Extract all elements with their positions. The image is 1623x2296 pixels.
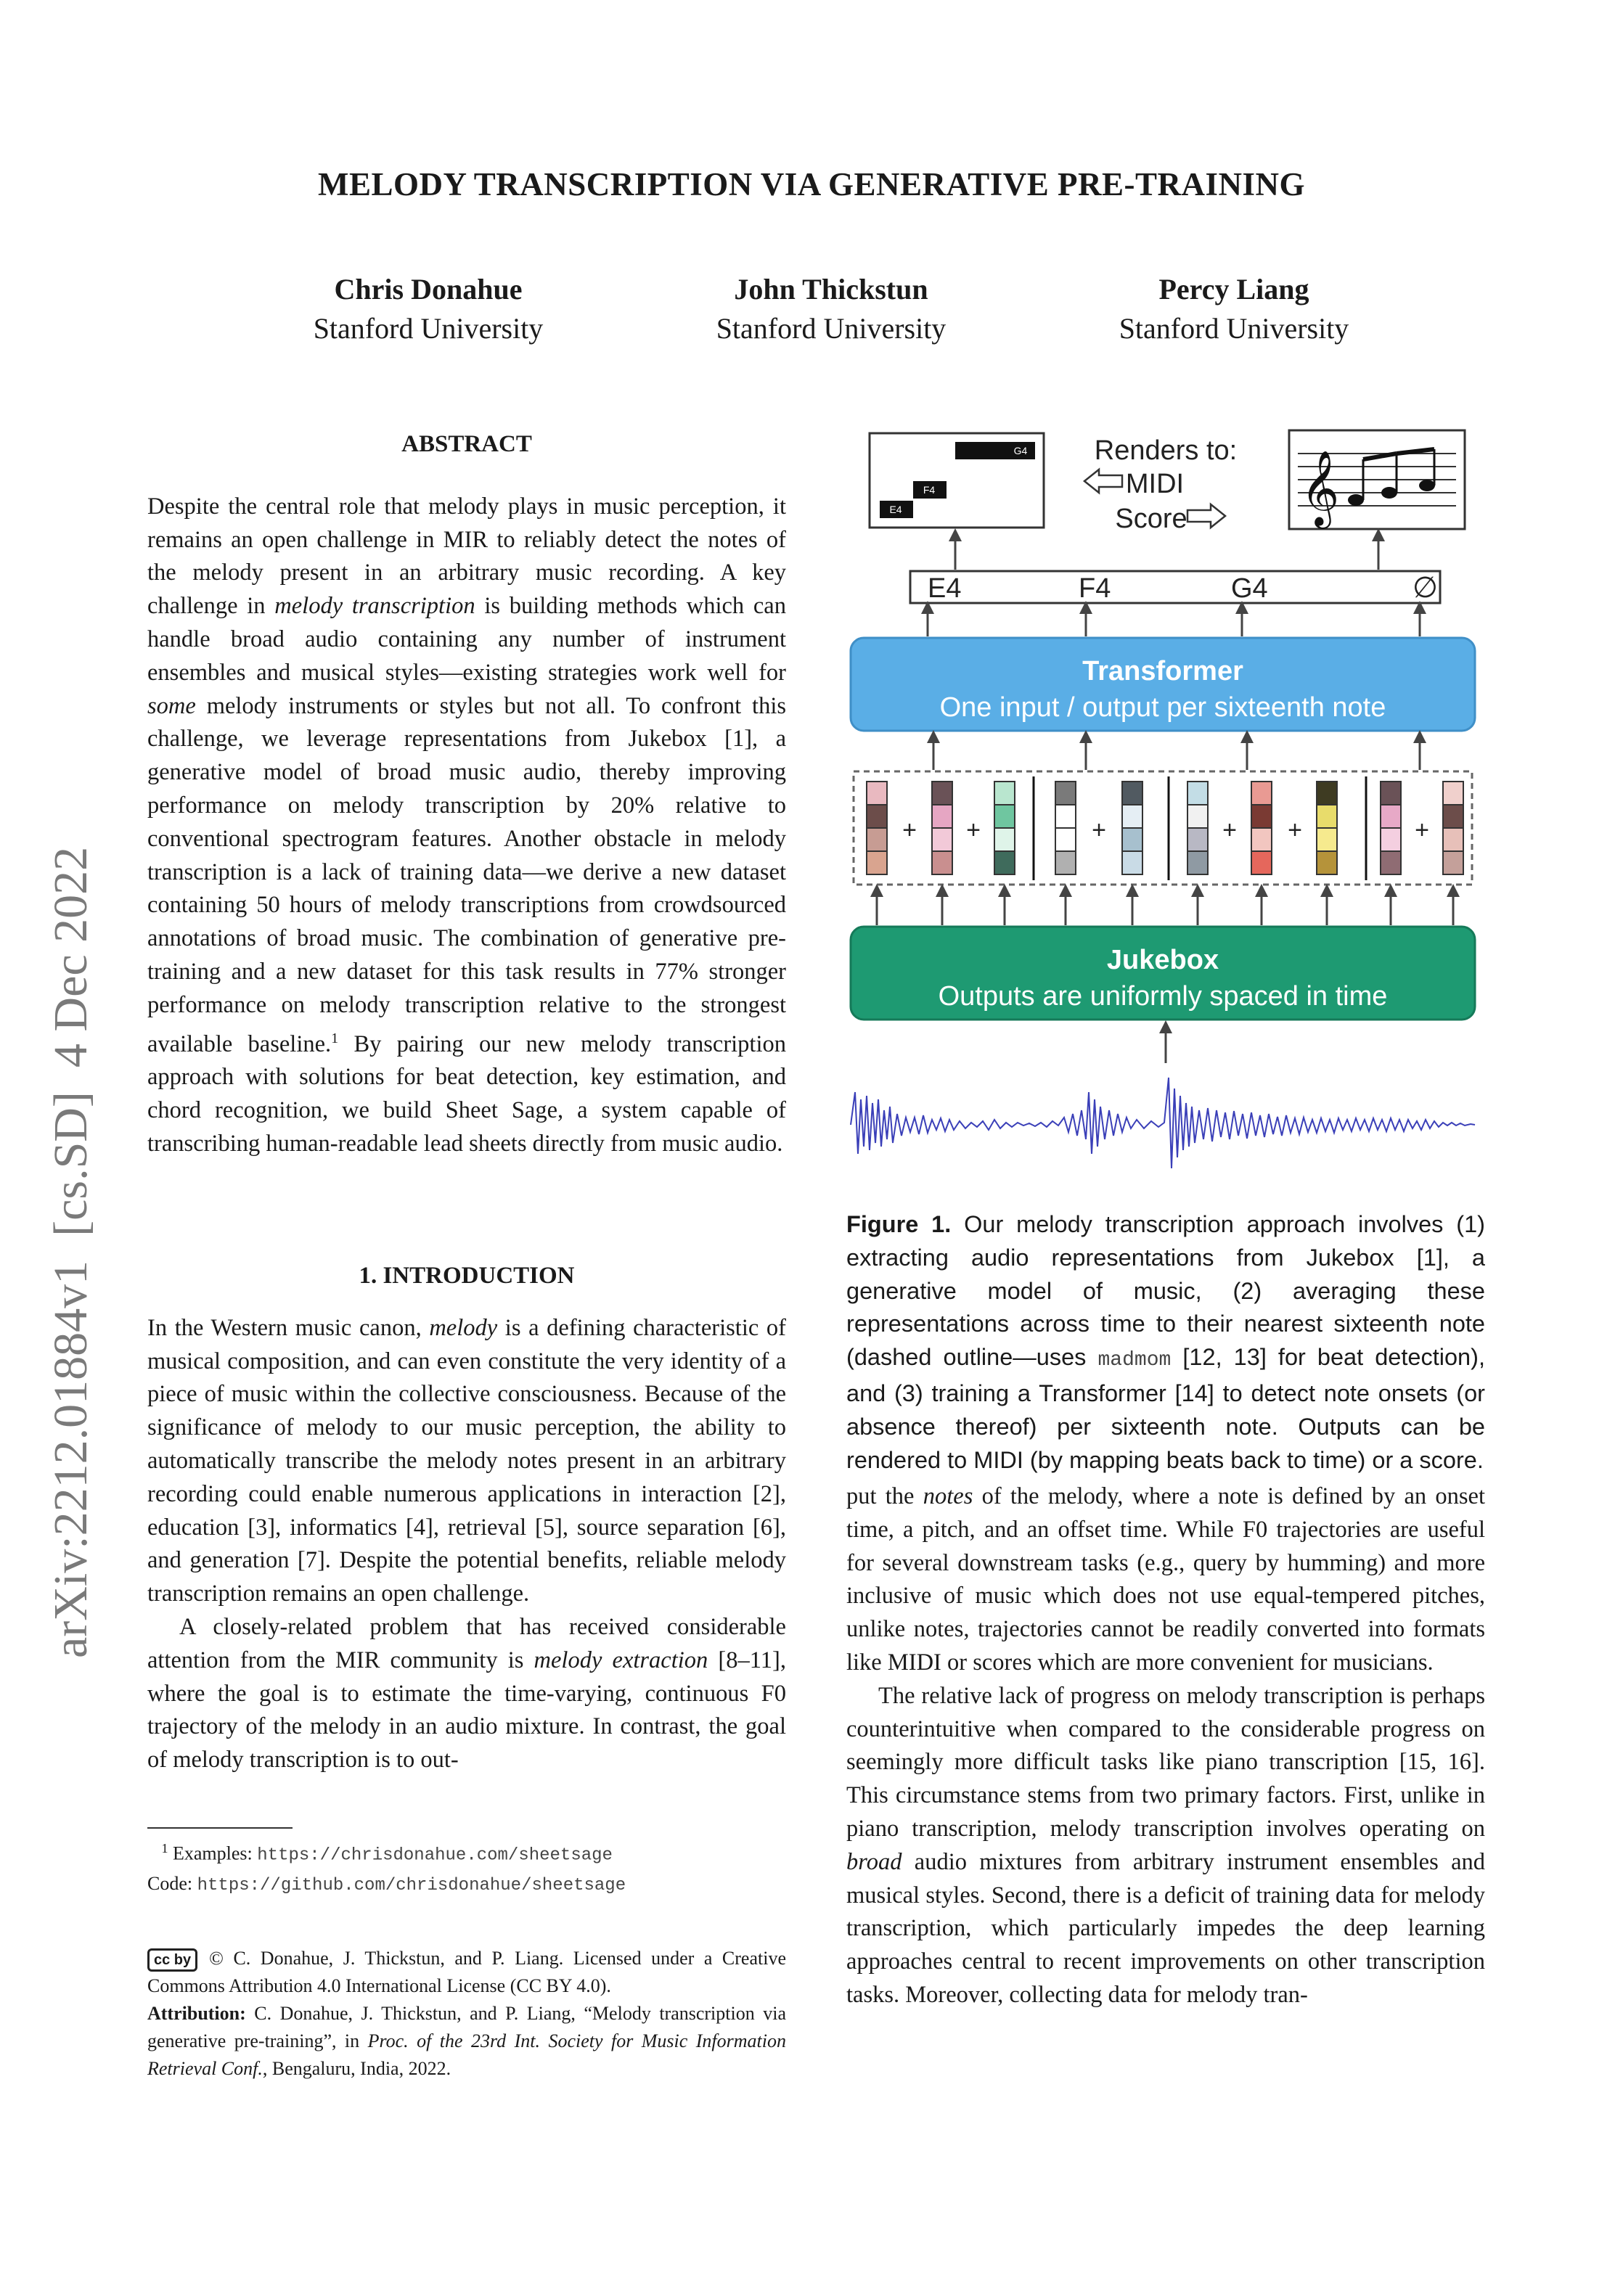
intro-paragraph-3: put the notes of the melody, where a note is defined by an onset time, a pitch, and an offset time. While F0 trajectories are useful for several downstream tasks (e.g., query by humming) and more inclusive of music which does not use equal-tempered pitches, unlike notes, trajectories cannot be readily converted into formats like MIDI or scores which are more convenient for musicians. <box>846 1483 1485 1676</box>
score-arrow-icon <box>1187 504 1225 528</box>
license-block: cc by © C. Donahue, J. Thickstun, and P. Liang. Licensed under a Creative Commons Attribution 4.0 International License (CC BY 4.0). Attribution: C. Donahue, J. Thickstun, and P. Liang, “Melody transcription via generative pre-training”, in Proc. of the 23rd Int. Society for Music Information Retrieval Conf., Bengaluru, India, 2022. <box>147 1948 786 2079</box>
cc-by-badge: cc by <box>147 1948 197 1972</box>
midi-arrow-icon <box>1084 470 1122 493</box>
author-2 <box>642 270 1020 348</box>
pr-note-g4: G4 <box>1013 445 1028 456</box>
transformer-subtitle: One input / output per sixteenth note <box>939 692 1386 723</box>
author-name: Chris Donahue <box>334 273 523 306</box>
transformer-block <box>851 638 1475 731</box>
note-output-row <box>910 571 1440 604</box>
author-name: John Thickstun <box>734 273 928 306</box>
introduction-section <box>147 1260 786 1777</box>
author-affiliation: Stanford University <box>313 312 544 345</box>
intro-paragraph-2: A closely-related problem that has received considerable attention from the MIR community is melody extraction [8–11], where the goal is to estimate the time-varying, continuous F0 trajectory of the melody in an audio mixture. In contrast, the goal of melody transcription is to out- <box>147 1613 786 1774</box>
arxiv-id: arXiv:2212.01884v1 [cs.SD] 4 Dec 2022 <box>44 846 97 1658</box>
jukebox-title: Jukebox <box>1106 945 1219 975</box>
transformer-title: Transformer <box>1082 656 1243 686</box>
intro-paragraph-1: In the Western music canon, melody is a defining characteristic of musical composition, and can even constitute the very identity of a piece of music within the collective consciousness. Because of the significance of melody to our music perception, the ability to automatically transcribe the melody notes present in an arbitrary recording could enable numerous applications in interaction [2], education [3], informatics [4], retrieval [5], source separation [6], and generation [7]. Despite the potential benefits, reliable melody transcription remains an open challenge. <box>147 1314 786 1607</box>
svg-text:+: + <box>1288 816 1302 844</box>
piano-roll <box>870 433 1044 528</box>
arxiv-stamp <box>42 722 100 1658</box>
svg-text:+: + <box>966 816 981 844</box>
note-e4: E4 <box>928 573 962 604</box>
note-f4: F4 <box>1079 573 1111 604</box>
svg-text:+: + <box>1415 816 1429 844</box>
footnote-rule <box>147 1827 293 1829</box>
abstract-heading: ABSTRACT <box>401 431 532 457</box>
pr-note-f4: F4 <box>923 484 936 496</box>
introduction-heading: 1. INTRODUCTION <box>359 1263 575 1289</box>
treble-clef-icon: 𝄞 <box>1301 450 1340 526</box>
score-label: Score <box>1115 504 1187 534</box>
figure-caption: Figure 1. Our melody transcription approach involves (1) extracting audio representations from Jukebox [1], a generative model of music, (2) averaging these representations across time to their nearest sixteenth note (dashed outline—uses madmom [12, 13] for beat detection), and (3) training a Transformer [14] to detect note onsets (or absence thereof) per sixteenth note. Outputs can be rendered to MIDI (by mapping beats back to time) or a score. <box>846 1211 1485 1473</box>
svg-text:+: + <box>1092 816 1106 844</box>
abstract-section <box>147 428 786 1161</box>
author-affiliation: Stanford University <box>716 312 947 345</box>
score-sheet <box>1289 430 1465 529</box>
author-3 <box>1045 270 1423 348</box>
renders-to-label: Renders to: <box>1094 435 1238 466</box>
intro-continuation <box>846 1480 1485 2012</box>
figure-1 <box>846 425 1485 1473</box>
figure-diagram <box>846 425 1485 1179</box>
footnote: $^1$ Examples: https://chrisdonahue.com/sheetsage Code: https://github.com/chrisdonahue/sheetsage <box>147 1841 626 1895</box>
paper-title: MELODY TRANSCRIPTION VIA GENERATIVE PRE-TRAINING <box>317 166 1306 202</box>
feature-averaging-region <box>854 771 1472 885</box>
jukebox-block <box>851 927 1475 1020</box>
code-link[interactable]: https://github.com/chrisdonahue/sheetsage <box>197 1875 626 1895</box>
jukebox-subtitle: Outputs are uniformly spaced in time <box>938 981 1388 1012</box>
svg-text:+: + <box>1222 816 1237 844</box>
author-1 <box>240 270 617 348</box>
examples-link[interactable]: https://chrisdonahue.com/sheetsage <box>257 1845 613 1866</box>
audio-waveform <box>851 1078 1475 1168</box>
pr-note-e4: E4 <box>889 504 902 515</box>
svg-text:+: + <box>902 816 917 844</box>
abstract-text: Despite the central role that melody plays in music perception, it remains an open challenge in MIR to reliably detect the notes of the melody present in an arbitrary music recording. A key challenge in melody transcription is building methods which can handle broad audio containing any number of instrument ensembles and musical styles—existing strategies work well for some melody instruments or styles but not all. To confront this challenge, we leverage representations from Jukebox [1], a generative model of broad music audio, thereby improving performance on melody transcription by 20% relative to conventional spectrogram features. Another obstacle in melody transcription is a lack of training data—we derive a new dataset containing 50 hours of melody transcriptions from crowdsourced annotations of broad music. The combination of generative pre-training and a new dataset for this task results in 77% stronger performance on melody transcription relative to the strongest available baseline.$^1$ By pairing our new melody transcription approach with solutions for beat detection, key estimation, and chord recognition, we build Sheet Sage, a system capable of transcribing human-readable lead sheets directly from music audio. <box>147 493 786 1157</box>
author-affiliation: Stanford University <box>1119 312 1349 345</box>
author-name: Percy Liang <box>1158 273 1309 306</box>
note-g4: G4 <box>1231 573 1268 604</box>
intro-paragraph-4: The relative lack of progress on melody transcription is perhaps counterintuitive when compared to the considerable progress on seemingly more difficult tasks like piano transcription [15, 16]. This circumstance stems from two primary factors. First, unlike in piano transcription, melody transcription involves operating on broad audio mixtures from arbitrary instrument ensembles and musical styles. Second, there is a deficit of training data for melody transcription, which particularly impedes the deep learning approaches central to recent improvements on other transcription tasks. Moreover, collecting data for melody tran- <box>846 1682 1485 2008</box>
midi-label: MIDI <box>1125 469 1185 499</box>
note-none: ∅ <box>1413 572 1438 604</box>
